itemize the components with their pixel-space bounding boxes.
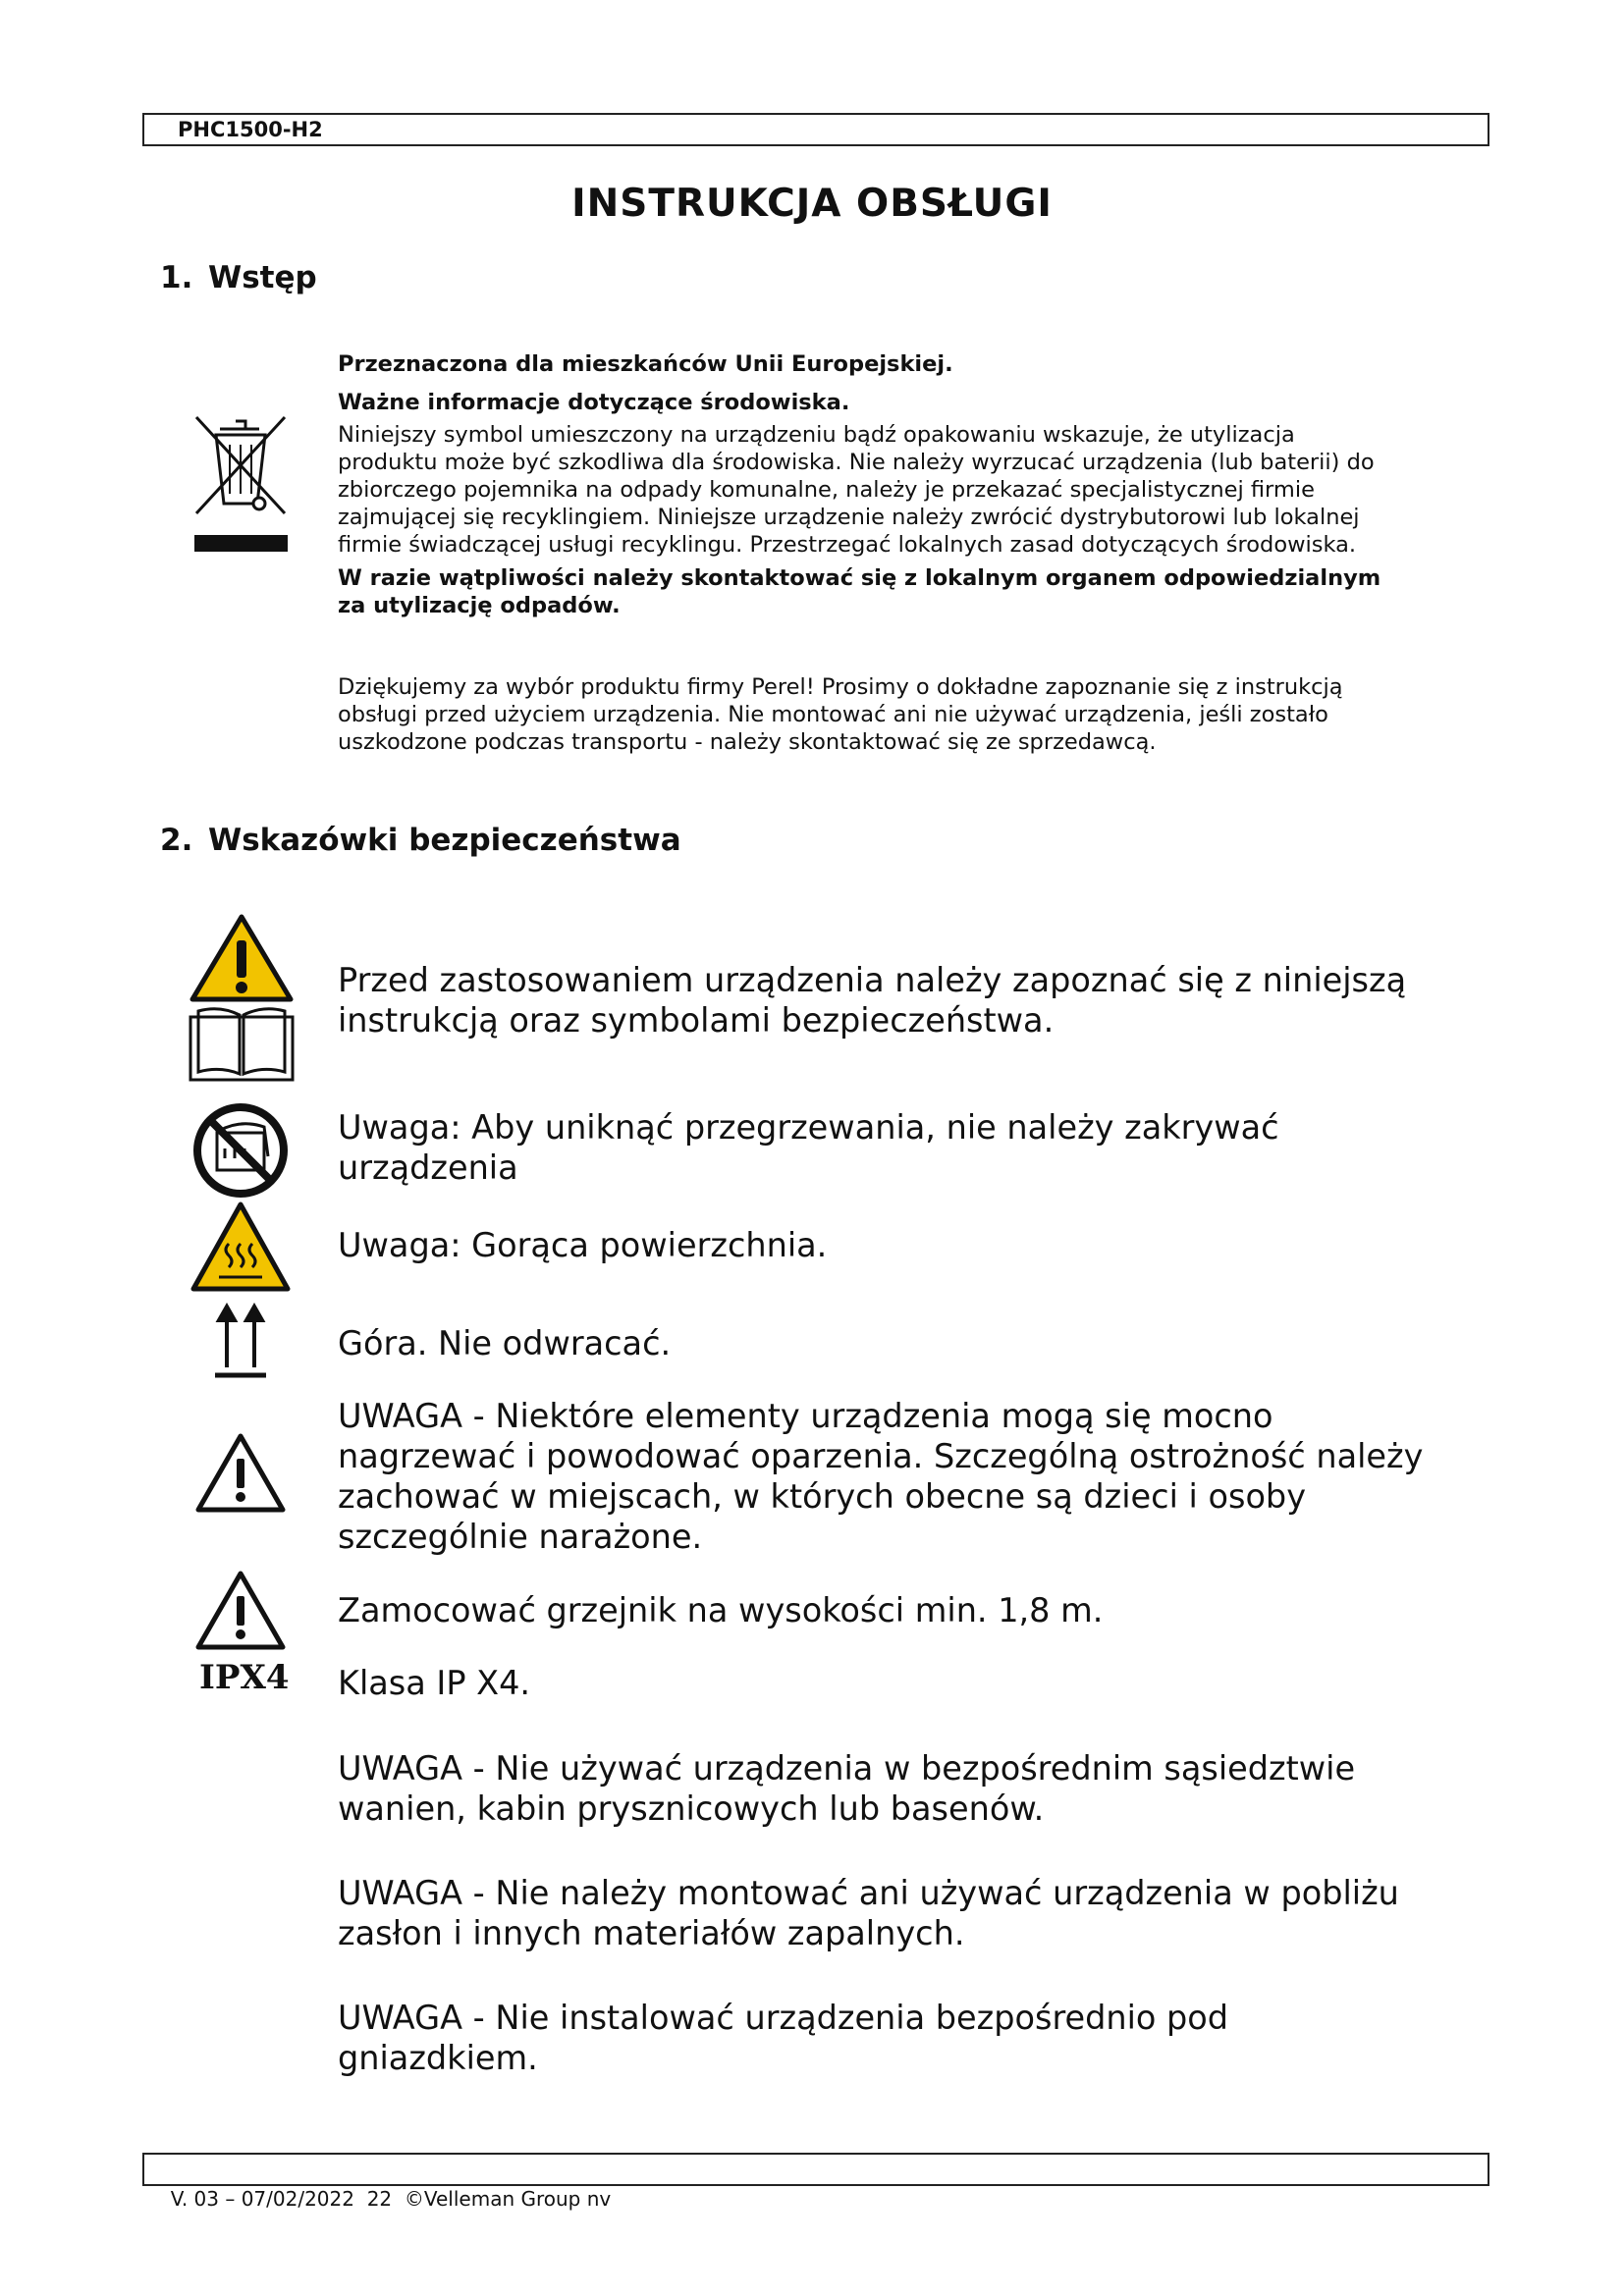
safety-line: wanien, kabin prysznicowych lub basenów. [338,1789,1045,1828]
safety-item [338,1323,1457,1363]
env-line: Niniejszy symbol umieszczony na urządzeniu bądź opakowaniu wskazuje, że utylizacja [338,422,1295,448]
thanks-line: obsługi przed użyciem urządzenia. Nie montować ani nie używać urządzenia, jeśli zostało [338,702,1328,727]
ipx4-label: IPX4 [199,1658,290,1697]
safety-line: Przed zastosowaniem urządzenia należy zapoznać się z niniejszą [338,961,1407,999]
safety-item [338,1998,1457,2078]
safety-line: Klasa IP X4. [338,1664,531,1702]
footer-text: V. 03 – 07/02/2022 22 ©Velleman Group nv [170,2187,612,2211]
page-footer [142,2153,1489,2211]
intro-block [338,350,1447,619]
thanks-line: Dziękujemy za wybór produktu firmy Perel! Prosimy o dokładne zapoznanie się z instrukcją [338,674,1343,700]
doubt-line: W razie wątpliwości należy skontaktować się z lokalnym organem odpowiedzialnym [338,565,1381,591]
safety-line: szczególnie narażone. [338,1518,703,1556]
env-line: zbiorczego pojemnika na odpady komunalne, należy je przekazać specjalistycznej firmie [338,477,1315,503]
this-way-up-icon [211,1303,270,1381]
section-number: 2. [160,823,193,858]
env-line: firmie świadczącej usługi recyklingu. Przestrzegać lokalnych zasad dotyczących środowiska. [338,532,1357,558]
safety-line: UWAGA - Nie używać urządzenia w bezpośrednim sąsiedztwie [338,1749,1356,1788]
safety-line: nagrzewać i powodować oparzenia. Szczególną ostrożność należy [338,1437,1424,1475]
warning-manual-icon [187,913,297,1088]
safety-line: UWAGA - Niektóre elementy urządzenia mogą się mocno [338,1397,1273,1435]
section-number: 1. [160,260,193,295]
safety-item [338,960,1457,1041]
safety-item [338,1663,1457,1703]
safety-line: urządzenia [338,1148,518,1187]
safety-item [338,1873,1457,1953]
safety-line: UWAGA - Nie należy montować ani używać urządzenia w pobliżu [338,1874,1399,1912]
safety-line: Uwaga: Gorąca powierzchnia. [338,1226,828,1264]
section-title: Wskazówki bezpieczeństwa [208,823,681,858]
section-heading-intro [160,260,317,295]
safety-line: zasłon i innych materiałów zapalnych. [338,1914,965,1952]
safety-line: UWAGA - Nie instalować urządzenia bezpośrednio pod [338,1999,1229,2037]
weee-crossed-bin-icon [187,407,295,560]
safety-line: Uwaga: Aby uniknąć przegrzewania, nie należy zakrywać [338,1108,1279,1147]
section-title: Wstęp [208,260,317,295]
safety-line: Zamocować grzejnik na wysokości min. 1,8 m. [338,1591,1104,1629]
eu-notice-title: Przeznaczona dla mieszkańców Unii Europejskiej. [338,351,953,377]
safety-item [338,1748,1457,1829]
doubt-line: za utylizację odpadów. [338,593,621,618]
safety-line: Góra. Nie odwracać. [338,1324,672,1362]
env-line: produktu może być szkodliwa dla środowiska. Nie należy wyrzucać urządzenia (lub baterii) do [338,450,1375,475]
safety-item [338,1590,1457,1630]
warning-icon [193,1569,288,1653]
thanks-block [338,673,1447,756]
safety-item [338,1396,1457,1557]
page-title: INSTRUKCJA OBSŁUGI [571,182,1053,226]
safety-item [338,1107,1457,1188]
env-line: zajmującej się recyklingiem. Niniejsze urządzenie należy zwrócić dystrybutorowi lub lokalnej [338,505,1360,530]
model-number: PHC1500-H2 [178,118,323,141]
safety-line: zachować w miejscach, w których obecne są dzieci i osoby [338,1477,1307,1516]
env-notice-title: Ważne informacje dotyczące środowiska. [338,390,850,415]
page-header [142,113,1489,146]
hot-surface-icon [189,1201,292,1295]
safety-item [338,1225,1457,1265]
section-heading-safety [160,823,681,858]
thanks-line: uszkodzone podczas transportu - należy skontaktować się ze sprzedawcą. [338,729,1157,755]
do-not-cover-icon [191,1101,290,1200]
warning-icon [193,1431,288,1516]
safety-line: instrukcją oraz symbolami bezpieczeństwa. [338,1001,1055,1040]
safety-line: gniazdkiem. [338,2039,538,2077]
